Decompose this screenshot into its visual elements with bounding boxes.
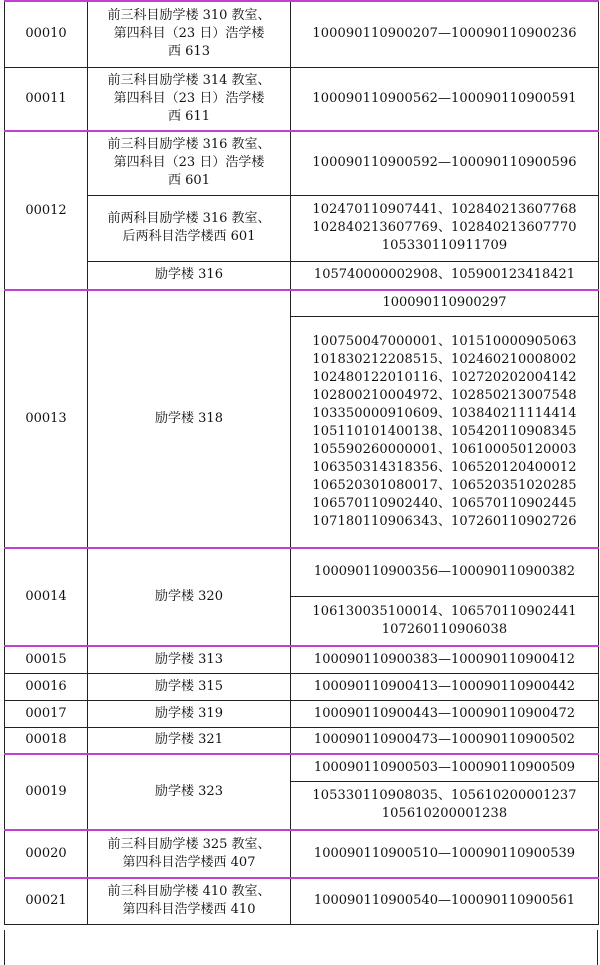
room-location-cell: 励学楼 315	[88, 673, 291, 700]
candidate-ids-cell: 100090110900383—100090110900412	[291, 646, 599, 673]
candidate-ids-cell: 100090110900540—100090110900561	[291, 878, 599, 924]
candidate-ids-cell	[291, 1, 599, 67]
room-location-cell	[88, 195, 291, 261]
candidate-ids-cell: 100090110900510—100090110900539	[291, 830, 599, 878]
candidate-ids-text: 100090110900562—100090110900591	[312, 90, 577, 106]
candidate-ids-cell	[291, 316, 599, 548]
room-location-cell	[88, 1, 291, 67]
room-code-cell: 00014	[5, 548, 88, 646]
room-location-cell	[88, 878, 291, 924]
room-location-cell: 励学楼 321	[88, 727, 291, 754]
room-location-cell: 励学楼 316	[88, 261, 291, 290]
room-code-cell: 00021	[5, 878, 88, 924]
room-code-cell: 00020	[5, 830, 88, 878]
exam-room-table	[4, 0, 599, 925]
candidate-ids-text: 105330110908035、105610200001237 105610200001238	[312, 788, 577, 822]
table-row	[5, 1, 599, 67]
room-location-cell	[88, 830, 291, 878]
candidate-ids-text: 100750047000001、101510000905063 101830212208515、102460210008002 102480122010116、102720202004142 102800210004972、102850213007548 103350000910609、103840211114414 105110101400138、105420110908345 105590260000001、106100050120003 106350314318356、106520120400012 106520301080017、106520351020285 106570110902440、106570110902445 107180110906343、107260110902726	[312, 333, 577, 529]
candidate-ids-cell: 100090110900503—100090110900509	[291, 754, 599, 781]
table-row	[5, 830, 599, 878]
room-code-cell: 00018	[5, 727, 88, 754]
candidate-ids-text: 100090110900592—100090110900596	[312, 155, 577, 171]
room-location-cell: 励学楼 323	[88, 754, 291, 830]
table-row	[5, 290, 599, 316]
room-code-cell: 00013	[5, 290, 88, 548]
room-code-cell: 00015	[5, 646, 88, 673]
candidate-ids-text: 102470110907441、102840213607768 102840213607769、102840213607770 105330110911709	[312, 202, 577, 253]
candidate-ids-cell: 105740000002908、105900123418421	[291, 261, 599, 290]
room-location-cell: 励学楼 320	[88, 548, 291, 646]
candidate-ids-cell	[291, 195, 599, 261]
room-location-cell: 励学楼 313	[88, 646, 291, 673]
room-code-cell: 00017	[5, 700, 88, 727]
candidate-ids-cell: 100090110900413—100090110900442	[291, 673, 599, 700]
room-location-cell: 励学楼 318	[88, 290, 291, 548]
room-location-text: 前三科目励学楼 310 教室、 第四科目（23 日）浩学楼 西 613	[107, 8, 271, 60]
page-frame-left	[4, 930, 5, 965]
room-location-text: 前三科目励学楼 314 教室、 第四科目（23 日）浩学楼 西 611	[107, 72, 271, 124]
room-location-cell	[88, 131, 291, 195]
room-code-cell: 00019	[5, 754, 88, 830]
candidate-ids-cell	[291, 67, 599, 131]
candidate-ids-cell	[291, 131, 599, 195]
room-location-cell	[88, 67, 291, 131]
table-row	[5, 700, 599, 727]
table-row	[5, 878, 599, 924]
table-row	[5, 673, 599, 700]
table-row	[5, 195, 599, 261]
table-row	[5, 67, 599, 131]
table-row	[5, 548, 599, 596]
candidate-ids-cell: 100090110900443—100090110900472	[291, 700, 599, 727]
table-row	[5, 646, 599, 673]
room-code-cell: 00016	[5, 673, 88, 700]
table-row	[5, 727, 599, 754]
candidate-ids-cell: 100090110900356—100090110900382	[291, 548, 599, 596]
table-row	[5, 261, 599, 290]
room-location-text: 前三科目励学楼 410 教室、 第四科目浩学楼西 410	[107, 884, 271, 918]
table-row	[5, 131, 599, 195]
room-code-cell: 00010	[5, 1, 88, 67]
candidate-ids-text: 106130035100014、106570110902441 107260110906038	[312, 603, 577, 637]
room-location-text: 前三科目励学楼 316 教室、 第四科目（23 日）浩学楼 西 601	[107, 137, 271, 189]
room-code-cell: 00012	[5, 131, 88, 290]
table-row	[5, 754, 599, 781]
room-location-text: 前三科目励学楼 325 教室、 第四科目浩学楼西 407	[107, 837, 271, 870]
room-code-cell: 00011	[5, 67, 88, 131]
candidate-ids-cell: 100090110900297	[291, 290, 599, 316]
candidate-ids-cell	[291, 781, 599, 830]
room-location-text: 前两科目励学楼 316 教室、 后两科目浩学楼西 601	[107, 211, 271, 244]
candidate-ids-cell: 100090110900473—100090110900502	[291, 727, 599, 754]
candidate-ids-text: 100090110900207—100090110900236	[312, 26, 577, 42]
candidate-ids-cell	[291, 596, 599, 646]
page-frame-right	[597, 930, 598, 965]
room-location-cell: 励学楼 319	[88, 700, 291, 727]
